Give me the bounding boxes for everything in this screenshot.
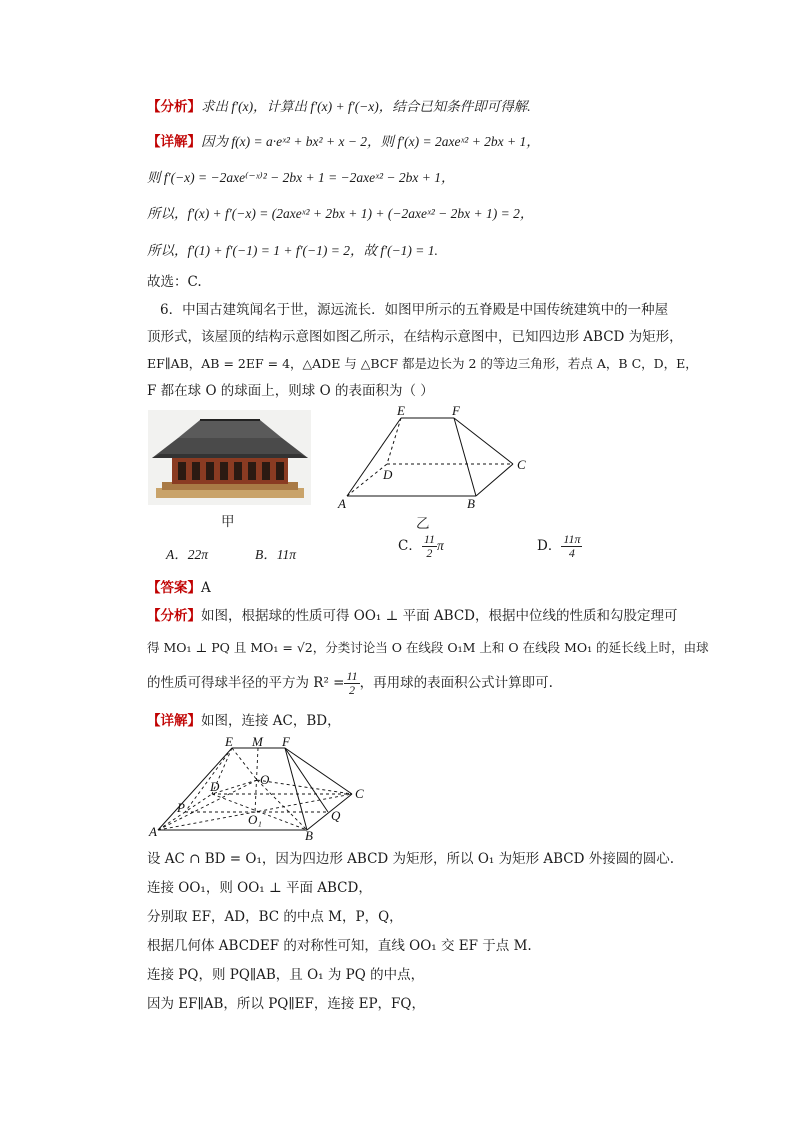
option-b: B．11π [255,547,297,562]
q6-detail-tag: 【详解】 [147,713,201,729]
q6-analysis-line-2: 得 MO₁ ⊥ PQ 且 MO₁ = √2，分类讨论当 O 在线段 O₁M 上和 O 在线段 MO₁ 的延长线上时，由球 [147,640,709,655]
question-6-line-4: F 都在球 O 的球面上，则球 O 的表面积为（ ） [147,383,434,399]
fig2-label-f: F [452,406,460,418]
detail-line-1: 【详解】因为 f(x) = a·eˣ² + bx² + x − 2，则 f′(x) = 2axeˣ² + 2bx + 1， [147,134,540,150]
analysis-line: 【分析】求出 f′(x)，计算出 f′(x) + f′(−x)，结合已知条件即可得解. [147,99,531,115]
answer-line: 【答案】A [147,580,211,596]
q6-detail-line-6: 连接 PQ，则 PQ∥AB，且 O₁ 为 PQ 的中点， [147,967,425,983]
fig3-label-q: Q [331,808,341,823]
caption-yi: 乙 [416,516,430,532]
analysis-tag: 【分析】 [147,99,201,115]
question-6-line-2: 顶形式，该屋顶的结构示意图如图乙所示，在结构示意图中，已知四边形 ABCD 为矩形， [147,329,683,345]
fig2-label-e: E [397,406,405,418]
fig2-label-d: D [383,467,393,482]
q6-detail-line-7: 因为 EF∥AB，所以 PQ∥EF，连接 EP，FQ， [147,996,425,1012]
fig3-label-e: E [225,736,233,749]
temple-figure [148,410,311,505]
option-d: D． $\frac{11\pi}{4}$ [537,532,581,560]
detail-line-2: 则 f′(−x) = −2axe⁽⁻ˣ⁾² − 2bx + 1 = −2axeˣ² − 2bx + 1， [147,170,455,185]
fig3-label-c: C [355,786,364,801]
structure-figure [335,406,535,510]
fig3-label-d: D [210,779,220,794]
option-a: A．22π [166,547,209,562]
q6-detail-line-3: 连接 OO₁，则 OO₁ ⊥ 平面 ABCD， [147,880,372,896]
fig2-label-a: A [338,496,346,510]
q6-detail-line-5: 根据几何体 ABCDEF 的对称性可知，直线 OO₁ 交 EF 于点 M. [147,938,532,954]
fig2-label-c: C [517,457,526,472]
caption-jia: 甲 [221,514,235,530]
detail-tag: 【详解】 [147,134,201,150]
answer-tag: 【答案】 [147,580,201,596]
question-6-line-3: EF∥AB，AB = 2EF = 4，△ADE 与 △BCF 都是边长为 2 的等边三角形，若点 A，B C，D，E， [147,356,698,371]
choice-line: 故选：C. [147,274,202,290]
fig3-label-f: F [282,736,290,749]
solution-figure [148,736,373,844]
fig3-label-b: B [305,828,313,843]
fig3-label-a: A [149,824,157,839]
q6-analysis-line-1: 【分析】如图，根据球的性质可得 OO₁ ⊥ 平面 ABCD，根据中位线的性质和勾股定理可 [147,608,678,624]
fig3-label-m: M [252,736,263,749]
fig2-label-b: B [467,496,475,510]
q6-analysis-tag: 【分析】 [147,608,201,624]
question-6-line-1: 6．中国古建筑闻名于世，源远流长．如图甲所示的五脊殿是中国传统建筑中的一种屋 [160,302,669,318]
q6-detail-line-1: 【详解】如图，连接 AC，BD， [147,713,341,729]
fig3-label-o: O [260,772,270,787]
detail-line-4: 所以，f′(1) + f′(−1) = 1 + f′(−1) = 2，故 f′(−1) = 1. [147,243,438,258]
fig3-label-p: P [177,800,185,815]
q6-analysis-line-3: 的性质可得球半径的平方为 R² = $\frac{11}{2}$ ，再用球的表面积公式计算即可. [147,669,553,697]
fig3-label-o1: O₁ [248,812,262,827]
q6-detail-line-2: 设 AC ∩ BD = O₁，因为四边形 ABCD 为矩形，所以 O₁ 为矩形 ABCD 外接圆的圆心. [147,851,675,867]
q6-detail-line-4: 分别取 EF，AD，BC 的中点 M，P，Q， [147,909,403,925]
option-c: C． $\frac{11}{2}$ π [398,532,444,560]
detail-line-3: 所以，f′(x) + f′(−x) = (2axeˣ² + 2bx + 1) + (−2axeˣ² − 2bx + 1) = 2， [147,206,534,221]
